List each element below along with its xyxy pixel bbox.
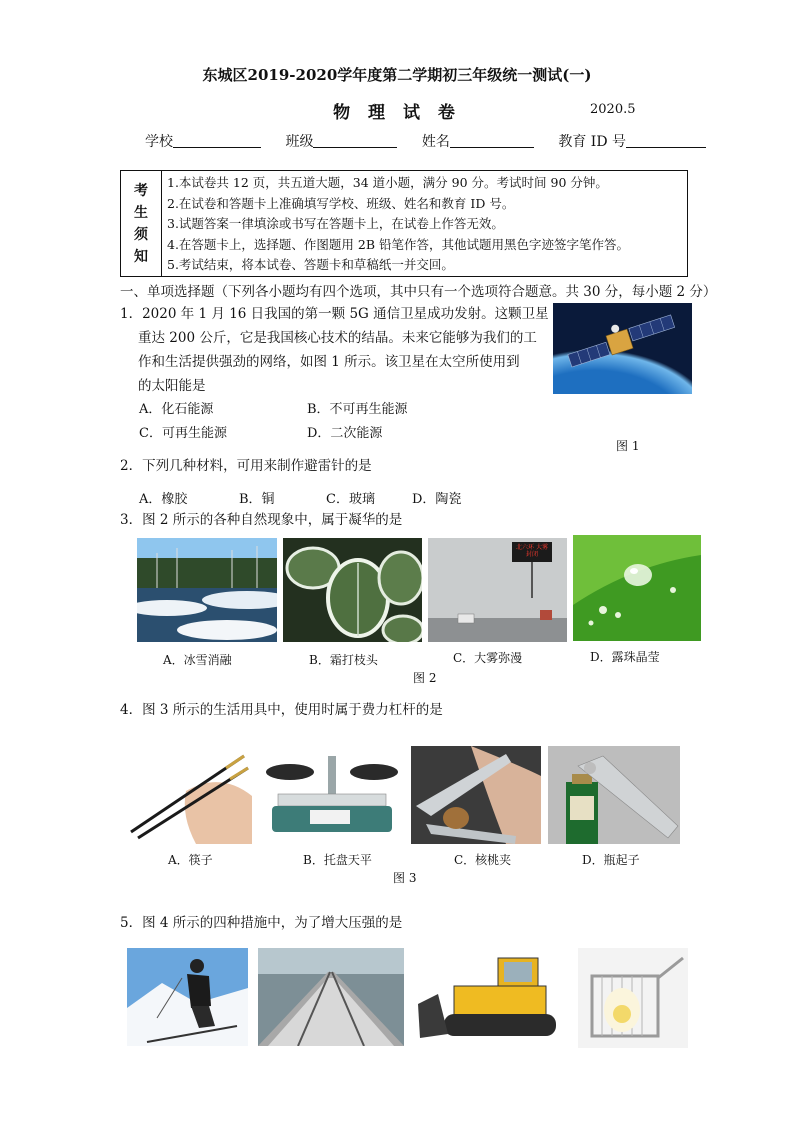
satellite-image <box>553 303 692 394</box>
question-2-stem: 2．下列几种材料，可用来制作避雷针的是 <box>120 458 372 474</box>
q3-option-c[interactable]: C．大雾弥漫 <box>453 651 523 665</box>
question-5-stem: 5．图 4 所示的四种措施中，为了增大压强的是 <box>120 915 403 931</box>
q3-option-a[interactable]: A．冰雪消融 <box>163 653 232 667</box>
question-4-stem: 4．图 3 所示的生活用具中，使用时属于费力杠杆的是 <box>120 702 443 718</box>
notice-item: 5.考试结束，将本试卷、答题卡和草稿纸一并交回。 <box>167 257 454 272</box>
field-name-label: 姓名 <box>421 134 450 150</box>
field-name-blank[interactable] <box>450 133 534 148</box>
field-class-label: 班级 <box>285 134 314 150</box>
balance-scale-image <box>260 746 404 844</box>
q2-option-c[interactable]: C．玻璃 <box>326 492 375 507</box>
field-class-blank[interactable] <box>313 133 397 148</box>
q2-option-a[interactable]: A．橡胶 <box>139 492 188 507</box>
dewdrop-image <box>573 535 701 641</box>
egg-slicer-image <box>578 948 688 1048</box>
notice-item: 4.在答题卡上，选择题、作图题用 2B 铅笔作答，其他试题用黑色字迹签字笔作答。 <box>167 236 630 252</box>
bulldozer-image <box>414 950 564 1046</box>
q4-option-c[interactable]: C．核桃夹 <box>454 853 512 867</box>
bottle-opener-image <box>548 746 680 844</box>
q1-option-a[interactable]: A．化石能源 <box>139 402 214 417</box>
notice-item: 1.本试卷共 12 页，共五道大题，34 道小题，满分 90 分。考试时间 90 分钟。 <box>167 175 608 190</box>
nutcracker-image <box>411 746 541 844</box>
highway-sign-text: 北六环 大雾封闭 <box>516 544 548 558</box>
q1-option-d[interactable]: D．二次能源 <box>307 426 383 441</box>
notice-item: 3.试题答案一律填涂或书写在答题卡上，在试卷上作答无效。 <box>167 216 504 231</box>
frost-leaves-image <box>283 538 422 642</box>
field-id-blank[interactable] <box>626 133 706 148</box>
chopsticks-image <box>126 746 252 844</box>
question-3-stem: 3．图 2 所示的各种自然现象中，属于凝华的是 <box>120 512 403 528</box>
railway-track-image <box>258 948 404 1046</box>
field-id-label: 教育 ID 号 <box>558 134 627 150</box>
figure-3-caption: 图 3 <box>393 871 417 885</box>
skier-image <box>127 948 248 1046</box>
info-fields <box>145 131 706 151</box>
q1-option-c[interactable]: C．可再生能源 <box>139 426 227 441</box>
q4-option-b[interactable]: B．托盘天平 <box>303 853 372 867</box>
field-school-label: 学校 <box>145 134 173 150</box>
melting-snow-image <box>137 538 277 642</box>
q1-option-b[interactable]: B．不可再生能源 <box>307 402 408 417</box>
field-school-blank[interactable] <box>173 133 261 148</box>
notice-items <box>167 173 629 276</box>
q3-option-b[interactable]: B．霜打枝头 <box>309 653 378 667</box>
section-1-heading: 一、单项选择题（下列各小题均有四个选项，其中只有一个选项符合题意。共 30 分，每小题 2 分） <box>120 284 717 300</box>
q4-option-d[interactable]: D．瓶起子 <box>582 853 640 867</box>
exam-date: 2020.5 <box>590 102 636 117</box>
q4-option-a[interactable]: A．筷子 <box>168 853 213 867</box>
figure-2-caption: 图 2 <box>413 671 437 685</box>
q2-option-b[interactable]: B．铜 <box>239 492 275 507</box>
heavy-fog-image <box>428 538 567 642</box>
figure-1-caption: 图 1 <box>616 439 640 453</box>
question-1-stem: 1．2020 年 1 月 16 日我国的第一颗 5G 通信卫星成功发射。这颗卫星 重达 200 公斤，它是我国核心技术的结晶。未来它能够为我们的工 作和生活提供强劲的网络，如图 1 所示。该卫星在太空所使用到 的太阳能是 <box>120 306 549 394</box>
q2-option-d[interactable]: D．陶瓷 <box>412 492 462 507</box>
notice-heading: 考 生 须 知 <box>121 171 162 276</box>
q3-option-d[interactable]: D．露珠晶莹 <box>590 650 660 664</box>
candidate-notice-box <box>120 170 688 277</box>
notice-item: 2.在试卷和答题卡上准确填写学校、班级、姓名和教育 ID 号。 <box>167 195 515 211</box>
exam-title: 东城区2019-2020学年度第二学期初三年级统一测试(一) <box>202 66 592 84</box>
exam-subject: 物 理 试 卷 <box>333 103 461 123</box>
